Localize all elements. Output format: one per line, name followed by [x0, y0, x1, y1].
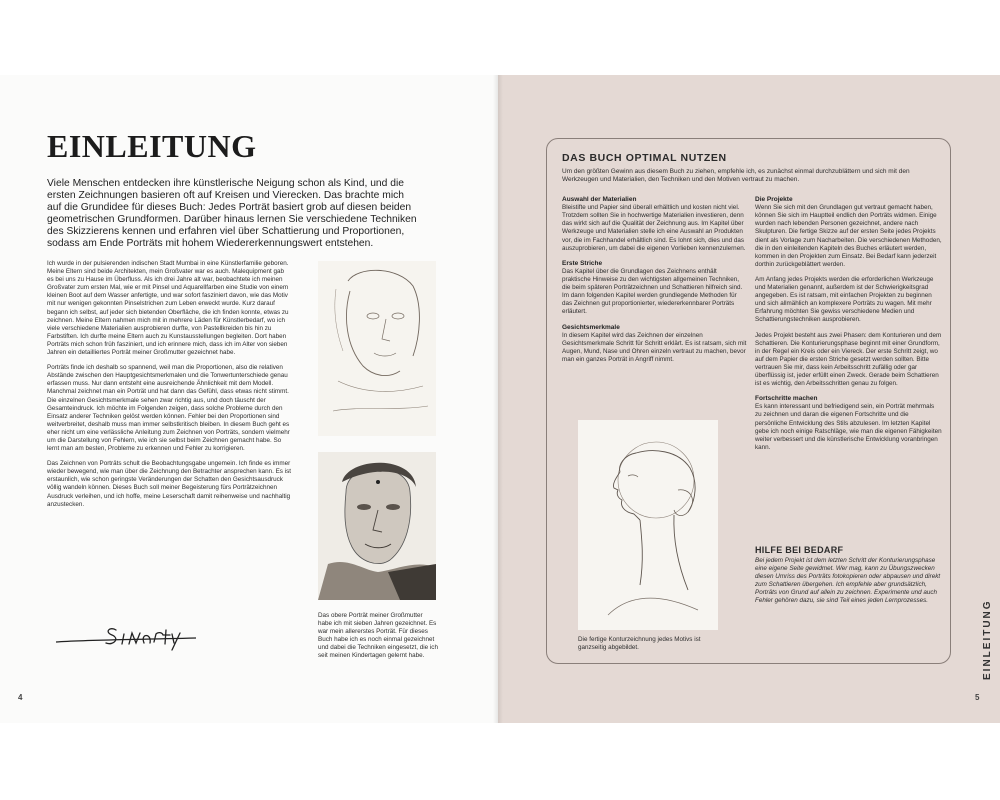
section-heading: Erste Striche	[562, 259, 603, 267]
contour-drawing-sketch	[578, 420, 718, 630]
page-title: EINLEITUNG	[47, 128, 257, 164]
running-head-label: EINLEITUNG	[982, 599, 993, 680]
section-text: Jedes Projekt besteht aus zwei Phasen: dem Konturieren und dem Schattieren. Die Konturierungsphase beginnt mit einer Grundform, in der Regel ein Kreis oder ein Viereck. Der erste Schritt zeigt, wo auf dem Papier die ersten Striche gesetzt werden sollten. Bitte vertrauen Sie mir, dass kein Arbeitsschritt zufällig oder gar überflüssig ist, jeder erfüllt einen Zweck. Gerade beim Schattieren ist es wichtig, den Arbeitsschritten genau zu folgen.	[755, 331, 942, 388]
section-text: In diesem Kapitel wird das Zeichnen der einzelnen Gesichtsmerkmale Schritt für Schritt erklärt. Es ist ratsam, sich mit Augen, Mund, Nase und Ohren einzeln vertraut zu machen, bevor man ein ganzes Porträt in Angriff nimmt.	[562, 331, 747, 364]
section-text: Das Kapitel über die Grundlagen des Zeichnens enthält praktische Hinweise zu den wichtigsten allgemeinen Techniken, die beim späteren Porträtzeichnen und Schattieren hilfreich sind. Im dann folgenden Kapitel werden grundlegende Methoden für das Zeichnen gut proportionierter, wiedererkennbarer Porträts erläutert.	[562, 267, 743, 316]
help-text: Bei jedem Projekt ist dem letzten Schritt der Konturierungsphase eine eigene Seite gewidmet. Wer mag, kann zu Übungszwecken diesen Umriss des Porträts fotokopieren oder abpausen und direkt zum Schattieren übergehen. Ich empfehle aber grundsätzlich, Porträts von Grund auf allein zu zeichnen. Experimente und auch Fehler gehören dazu, sie sind Teil eines jeden Lernprozesses.	[755, 557, 941, 605]
page-number-right: 5	[975, 693, 980, 702]
book-gutter	[493, 75, 503, 723]
contour-caption: Die fertige Konturzeichnung jedes Motivs ist ganzseitig abgebildet.	[578, 636, 701, 651]
section-text: Bleistifte und Papier sind überall erhältlich und kosten nicht viel. Trotzdem sollten Sie in hochwertige Materialien investieren, denn das wirkt sich auf die Qualität der Zeichnung aus. Im Kapitel über Werkzeuge und Materialien stelle ich eine Auswahl an Produkten vor, die im Fachhandel erhältlich sind. Es lohnt sich, dies und das auszuprobieren, um dabei die eigenen Vorlieben kennenzulernen.	[562, 204, 746, 252]
portrait-caption: Das obere Porträt meiner Großmutter habe ich mit sieben Jahren gezeichnet. Es war mein allererstes Porträt. Für dieses Buch habe ich es noch einmal gezeichnet und dabei die Techniken eingesetzt, die ich seit meinen Kindertagen gelernt habe.	[318, 612, 438, 659]
box-intro: Um den größten Gewinn aus diesem Buch zu ziehen, empfehle ich, es zunächst einmal durchzublättern und sich mit den Werkzeugen und Materialien, den Techniken und den Motiven vertraut zu machen.	[562, 168, 910, 184]
grandmother-shaded-portrait	[318, 452, 436, 600]
running-head	[958, 599, 993, 680]
box-column-right	[755, 196, 942, 459]
left-body-column	[47, 260, 291, 516]
body-paragraph: Das Zeichnen von Porträts schult die Beobachtungsgabe ungemein. Ich finde es immer wieder bewegend, wie man über die Zeichnung den Betrachter ansprechen kann. Es ist erstaunlich, wie schon geringste Veränderungen der Schatten den Gesichtsausdruck völlig wandeln können. Dieses Buch soll meiner Begeisterung fürs Porträtzeichnen Ausdruck verleihen, und ich hoffe, meine Leserschaft damit reihenweise und nachhaltig anzustecken.	[47, 460, 291, 508]
section-heading: Auswahl der Materialien	[562, 196, 637, 203]
body-paragraph: Ich wurde in der pulsierenden indischen Stadt Mumbai in eine Künstlerfamilie geboren. Meine Eltern sind beide Architekten, mein Großvater war es auch. Malequipment gab es bei uns zu Hause im Überfluss. Als ich drei Jahre alt war, beobachtete ich meinen Großvater zum ersten Mal, wie er mit Pinsel und Aquarellfarben eine Studie von einem kleinen Boot auf dem Wasser anfertigte, und war sofort fasziniert davon, wie das Motiv mit nur wenigen gekonnten Pinselstrichen zum Leben erweckt wurde. Kurz darauf begann ich selbst, auf jeder sich bietenden Oberfläche, die ich finden konnte, etwas zu zeichnen. Meine Eltern nahmen mich mit in mehrere Läden für Künstlerbedarf, wo ich viele verschiedene Materialien ausprobieren durfte, von Pastellkreiden bis hin zu Farbstiften. Ich durfte meine Eltern auch zu Kunstausstellungen begleiten. Dort haben Porträts mich schon früh fasziniert, und ich erinnere mich, dass ich im Alter von sieben Jahren ein detailliertes Porträt meiner Großmutter gezeichnet habe.	[47, 260, 289, 357]
section-text: Am Anfang jedes Projekts werden die erforderlichen Werkzeuge und Materialien genannt, außerdem ist der Schwierigkeitsgrad angegeben. Es ist ratsam, mit einfachen Projekten zu beginnen und sich allmählich an komplexere Porträts zu wagen. Mit mehr Erfahrung möchten Sie gewiss verschiedene Medien und Schattierungstechniken ausprobieren.	[755, 275, 934, 324]
body-paragraph: Porträts finde ich deshalb so spannend, weil man die Proportionen, also die relativen Abstände zwischen den Hauptgesichtsmerkmalen und die Tonwertunterschiede genau erfassen muss. Nur dann entsteht eine ausreichende Ähnlichkeit mit dem Modell. Manchmal zeichnet man ein Porträt und hat dann das Gefühl, dass etwas nicht stimmt. Die einzelnen Gesichtsmerkmale sehen zwar richtig aus, und doch täuscht der Gesamteindruck. Ich möchte im Folgenden zeigen, dass solche Probleme durch den Einsatz anderer Techniken gelöst werden können. Fehler bei den Proportionen sind weitverbreitet, deshalb muss man immer selbstkritisch bleiben. In diesem Buch geht es eher nicht um eine verlässliche Anleitung zum Zeichnen von Porträts, sondern vielmehr um die Darstellung von Fehlern, wie ich sie selbst beim Zeichnen gemacht habe. So lernt man am besten, Probleme zu erkennen und Fehler zu korrigieren.	[47, 364, 290, 453]
box-column-left	[562, 196, 747, 371]
signature	[54, 618, 202, 652]
section-heading: Gesichtsmerkmale	[562, 323, 620, 331]
section-heading: Fortschritte machen	[755, 395, 818, 403]
box-heading: DAS BUCH OPTIMAL NUTZEN	[562, 152, 727, 164]
grandmother-childhood-sketch	[318, 261, 436, 436]
section-text: Wenn Sie sich mit den Grundlagen gut vertraut gemacht haben, können Sie sich im Hauptteil endlich den Porträts widmen. Einige wurden nach lebenden Personen gezeichnet, andere nach Skulpturen. Die fertige Skizze auf der ersten Seite jedes Projekts dient als Vorlage zum Nacharbeiten. Die verschiedenen Methoden, die in den einleitenden Kapiteln des Buches erläutert werden, kommen in den Projekten zum Einsatz. Bei Bedarf kann jederzeit dorthin zurückgeblättert werden.	[755, 204, 942, 268]
section-heading: Die Projekte	[755, 196, 793, 203]
page-number-left: 4	[18, 693, 23, 702]
help-heading: HILFE BEI BEDARF	[755, 545, 844, 555]
section-text: Es kann interessant und befriedigend sein, ein Porträt mehrmals zu zeichnen und daran die eigenen Fortschritte und die persönliche Entwicklung des Stils abzulesen. Im letzten Kapitel gebe ich noch einige Ratschläge, wie man die eigenen Fähigkeiten weiter verbessert und die künstlerische Entwicklung voranbringen kann.	[755, 403, 942, 451]
intro-paragraph: Viele Menschen entdecken ihre künstlerische Neigung schon als Kind, und die ersten Zeichnungen basieren oft auf Kreisen und Vierecken. Das brachte mich auf die Grundidee für dieses Buch: Jedes Porträt basiert grob auf diesen beiden geometrischen Grundformen. Darüber hinaus lernen Sie verschiedene Techniken des Skizzierens kennen und erfahren viel über Schattierung und Proportionen, sodass am Ende Porträts mit hohem Wiedererkennungswert entstehen.	[47, 178, 417, 249]
